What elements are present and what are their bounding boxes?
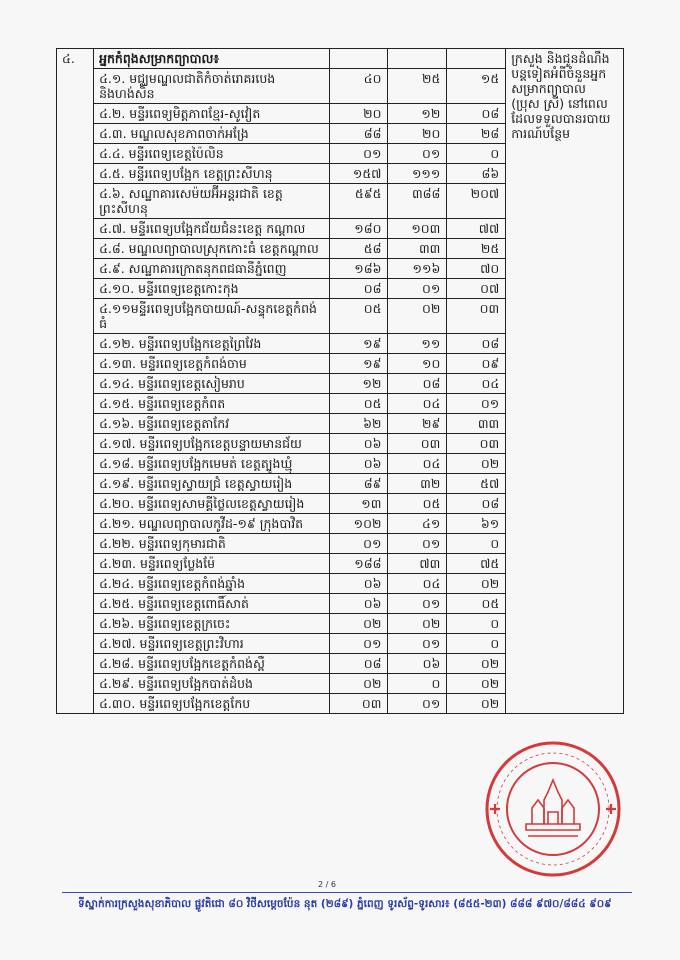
- male-count: ០១: [388, 144, 447, 164]
- male-count: ៧៣: [388, 554, 447, 574]
- total-count: ៨៨: [329, 124, 388, 144]
- female-count: ២៥: [447, 239, 506, 259]
- female-count: ០៣: [447, 299, 506, 334]
- facility-name: ៤.៣០. មន្ទីរពេទ្យបង្អែកខេត្តកែប: [94, 694, 330, 714]
- male-count: ១១៦: [388, 259, 447, 279]
- male-count: ០៤: [388, 394, 447, 414]
- total-count: ៥៩៥: [329, 184, 388, 219]
- female-count: ០៨: [447, 334, 506, 354]
- total-count: ៨៩: [329, 474, 388, 494]
- facility-name: ៤.១៦. មន្ទីរពេទ្យខេត្តតាកែវ: [94, 414, 330, 434]
- facility-name: ៤.២៣. មន្ទីរពេទ្យប្លែងម៉ែ: [94, 554, 330, 574]
- facility-name: ៤.១៩. មន្ទីរពេទ្យស្វាយជ្រំ ខេត្តស្វាយរៀង: [94, 474, 330, 494]
- male-count: ៤១: [388, 514, 447, 534]
- female-count: ០៥: [447, 594, 506, 614]
- total-count: ០៨: [329, 654, 388, 674]
- total-count: ៥៨: [329, 239, 388, 259]
- male-count: ០៥: [388, 494, 447, 514]
- facility-name: ៤.២៧. មន្ទីរពេទ្យខេត្តព្រះវិហារ: [94, 634, 330, 654]
- facility-name: ៤.១. មជ្ឈមណ្ឌលជាតិកំចាត់រោគរបេង និងហង់សិន: [94, 69, 330, 104]
- total-count: ០៦: [329, 454, 388, 474]
- footer-address: ទីស្នាក់ការក្រសួងសុខាភិបាល ផ្លូវតិជោ ៨០ វិថីសម្តេចប៉ែន នុត (២៨៩) ភ្នំពេញ ទូរស័ព្ទ-ទូរសារ៖ (៨៥៥-២៣) ៨៨៨ ៩៧០/៨៨៤ ៩០៩: [78, 898, 612, 910]
- female-count: ០២: [447, 674, 506, 694]
- total-count: ០២: [329, 674, 388, 694]
- total-count: ០៦: [329, 574, 388, 594]
- section-number: ៤.: [57, 49, 94, 714]
- male-count: ១២: [388, 104, 447, 124]
- male-count: ៣២: [388, 474, 447, 494]
- male-count: ០៣: [388, 434, 447, 454]
- facility-name: ៤.៧. មន្ទីរពេទ្យបង្អែកជ័យជំនះខេត្ត កណ្តាល: [94, 219, 330, 239]
- facility-name: ៤.១៥. មន្ទីរពេទ្យខេត្តកំពត: [94, 394, 330, 414]
- male-count: ០៦: [388, 654, 447, 674]
- male-count: ២៩: [388, 414, 447, 434]
- total-count: ០២: [329, 614, 388, 634]
- facility-name: ៤.៣. មណ្ឌលសុខភាពចាក់អង្រែ: [94, 124, 330, 144]
- male-count: ០២: [388, 614, 447, 634]
- female-count: ០១: [447, 394, 506, 414]
- facility-name: ៤.២៩. មន្ទីរពេទ្យបង្អែកបាត់ដំបង: [94, 674, 330, 694]
- female-count: ០២: [447, 574, 506, 594]
- female-count: ០២: [447, 454, 506, 474]
- total-count: ០៥: [329, 394, 388, 414]
- female-count: ៧៧: [447, 219, 506, 239]
- female-count: ០: [447, 534, 506, 554]
- female-count: ៦១: [447, 514, 506, 534]
- male-count: ១០៣: [388, 219, 447, 239]
- total-count: ០៨: [329, 279, 388, 299]
- female-count: ៣៣: [447, 414, 506, 434]
- male-count: ០១: [388, 634, 447, 654]
- total-count: ១៩: [329, 334, 388, 354]
- facility-name: ៤.៤. មន្ទីរពេទ្យខេត្តប៉ៃលិន: [94, 144, 330, 164]
- total-count: ១៨០: [329, 219, 388, 239]
- facility-name: ៤.៩. សណ្ឋាគារក្រោតនុកពជធានីភ្នំពេញ: [94, 259, 330, 279]
- male-count: ២០: [388, 124, 447, 144]
- male-count: ៣៨៨: [388, 184, 447, 219]
- facility-name: ៤.២៤. មន្ទីរពេទ្យខេត្តកំពង់ឆ្នាំង: [94, 574, 330, 594]
- facility-name: ៤.២២. មន្ទីរពេទ្យកុមារជាតិ: [94, 534, 330, 554]
- facility-name: ៤.៦. សណ្ឋាគារសេម៉យអ៊ីអន្តរជាតិ ខេត្តព្រះសីហនុ: [94, 184, 330, 219]
- total-count: ៤០: [329, 69, 388, 104]
- female-count: ២០៧: [447, 184, 506, 219]
- female-count: ៥៧: [447, 474, 506, 494]
- female-count: ០៣: [447, 434, 506, 454]
- total-count: ១៩: [329, 354, 388, 374]
- ministry-seal-stamp: [482, 738, 624, 880]
- total-count: ០១: [329, 144, 388, 164]
- male-count: ០១: [388, 279, 447, 299]
- facility-name: ៤.៥. មន្ទីរពេទ្យបង្អែក ខេត្តព្រះសីហនុ: [94, 164, 330, 184]
- total-count: ០៥: [329, 299, 388, 334]
- total-count: ១៣: [329, 494, 388, 514]
- facility-name: ៤.៨. មណ្ឌលព្យាបាលស្រុកកោះធំ ខេត្តកណ្តាល: [94, 239, 330, 259]
- female-count: ៧០: [447, 259, 506, 279]
- total-count: ០១: [329, 634, 388, 654]
- facility-name: ៤.១៤. មន្ទីរពេទ្យខេត្តសៀមរាប: [94, 374, 330, 394]
- facility-name: ៤.១៣. មន្ទីរពេទ្យខេត្តកំពង់ចាម: [94, 354, 330, 374]
- facility-name: ៤.១៧. មន្ទីរពេទ្យបង្អែកខេត្តបន្ទាយមានជ័យ: [94, 434, 330, 454]
- facility-name: ៤.២៨. មន្ទីរពេទ្យបង្អែកខេត្តកំពង់ស្ពឺ: [94, 654, 330, 674]
- facility-name: ៤.២៦. មន្ទីរពេទ្យខេត្តក្រចេះ: [94, 614, 330, 634]
- remarks-note: ក្រសួង និងជូនដំណឹងបន្តទៀតអំពីចំនួនអ្នកសម្រាកព្យាបាល (ប្រុស ស្រី) នៅពេលដែលទទួលបានរបាយការណ៍បន្ថែម: [506, 49, 624, 714]
- male-count: ១១១: [388, 164, 447, 184]
- footer-divider: [62, 892, 632, 893]
- section-header-row: [57, 49, 624, 69]
- total-count: ១៥៧: [329, 164, 388, 184]
- female-count: ០៩: [447, 354, 506, 374]
- male-count: ២៥: [388, 69, 447, 104]
- total-count: ០៦: [329, 434, 388, 454]
- facility-name: ៤.២០. មន្ទីរពេទ្យសាមគ្គីថ្លៃលខេត្តស្វាយរៀង: [94, 494, 330, 514]
- facility-name: ៤.១២. មន្ទីរពេទ្យបង្អែកខេត្តព្រៃវែង: [94, 334, 330, 354]
- female-count: ០៤: [447, 374, 506, 394]
- male-count: ០៤: [388, 574, 447, 594]
- male-count: ០៤: [388, 454, 447, 474]
- total-count: ២០: [329, 104, 388, 124]
- total-count: ១៨៨: [329, 554, 388, 574]
- male-count: ០២: [388, 299, 447, 334]
- female-count: ០២: [447, 694, 506, 714]
- female-count: ២៨: [447, 124, 506, 144]
- male-count: ០១: [388, 534, 447, 554]
- male-count: ០៨: [388, 374, 447, 394]
- female-count: ០៨: [447, 104, 506, 124]
- total-count: ០៦: [329, 594, 388, 614]
- female-count: ០៨: [447, 494, 506, 514]
- male-count: ០១: [388, 694, 447, 714]
- facility-name: ៤.២៥. មន្ទីរពេទ្យខេត្តពោធិ៍សាត់: [94, 594, 330, 614]
- section-title: អ្នកកំពុងសម្រាកព្យាបាល៖: [94, 49, 330, 69]
- patients-table: [56, 48, 624, 714]
- facility-name: ៤.១១មន្ទីរពេទ្យបង្អែកបាយណ៍-សន្ទុកខេត្តកំពង់ធំ: [94, 299, 330, 334]
- total-count: ០៣: [329, 694, 388, 714]
- male-count: ១០: [388, 354, 447, 374]
- female-count: ០: [447, 144, 506, 164]
- male-count: ៣៣: [388, 239, 447, 259]
- female-count: ០: [447, 634, 506, 654]
- facility-name: ៤.២. មន្ទីរពេទ្យមិត្តភាពខ្មែរ-សូវៀត: [94, 104, 330, 124]
- total-count: ១៨៦: [329, 259, 388, 279]
- female-count: ០: [447, 614, 506, 634]
- female-count: ០២: [447, 654, 506, 674]
- female-count: ០៧: [447, 279, 506, 299]
- facility-name: ៤.២១. មណ្ឌលព្យាបាលកូវីដ-១៩ ក្រុងបាវិត: [94, 514, 330, 534]
- female-count: ១៥: [447, 69, 506, 104]
- total-count: ៦២: [329, 414, 388, 434]
- male-count: ០: [388, 674, 447, 694]
- male-count: ១១: [388, 334, 447, 354]
- page-number: 2 / 6: [318, 880, 336, 889]
- total-count: ១០២: [329, 514, 388, 534]
- total-count: ១២: [329, 374, 388, 394]
- facility-name: ៤.១០. មន្ទីរពេទ្យខេត្តកោះកុង: [94, 279, 330, 299]
- facility-name: ៤.១៨. មន្ទីរពេទ្យបង្អែកមេមត់ ខេត្តត្បូងឃ្មុំ: [94, 454, 330, 474]
- female-count: ៧៥: [447, 554, 506, 574]
- total-count: ០១: [329, 534, 388, 554]
- male-count: ០១: [388, 594, 447, 614]
- female-count: ៨៦: [447, 164, 506, 184]
